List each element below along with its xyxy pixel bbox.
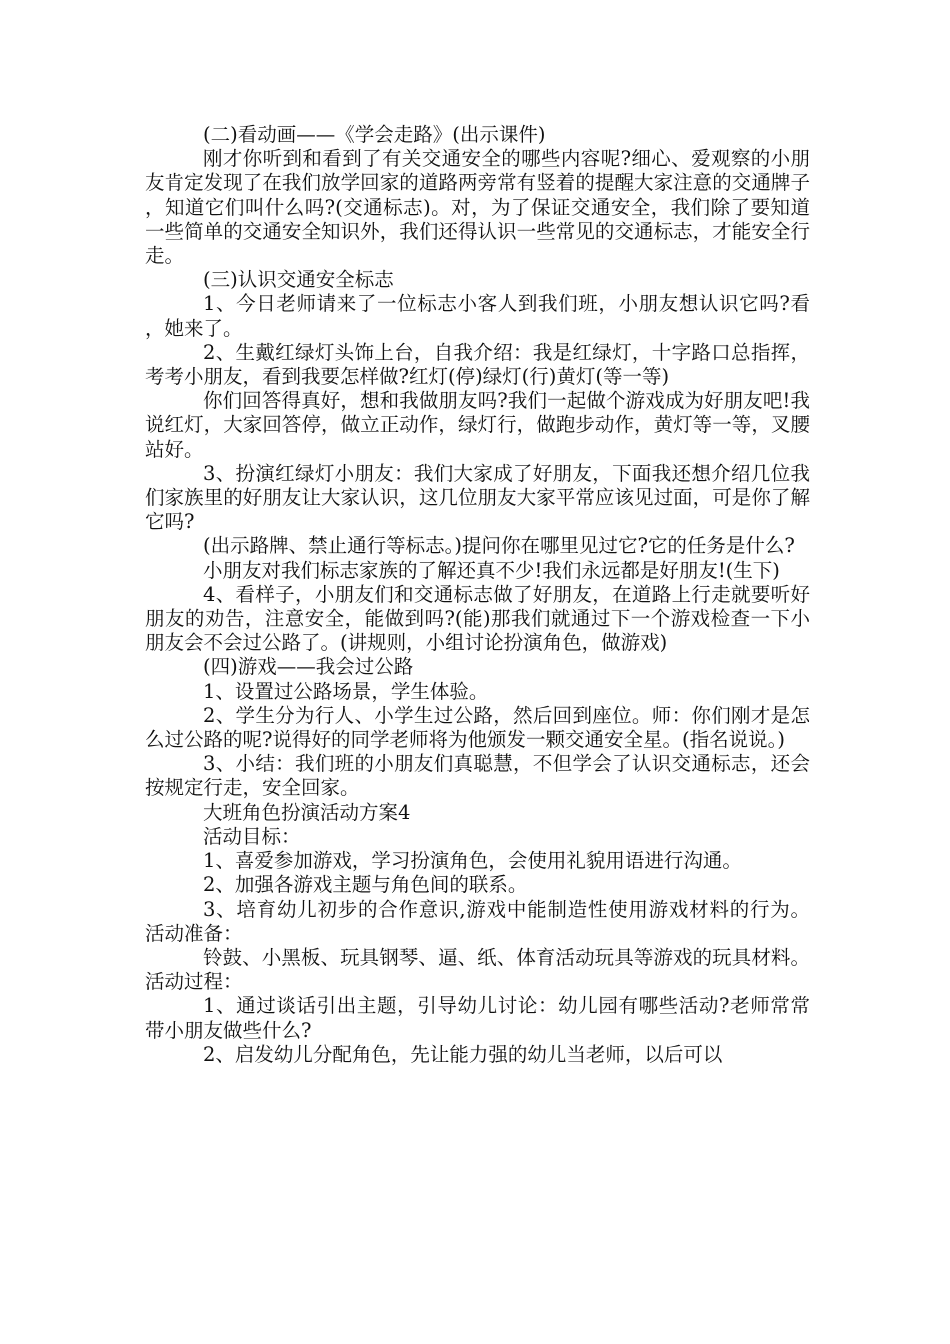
paragraph: 2、学生分为行人、小学生过公路，然后回到座位。师：你们刚才是怎么过公路的呢?说得好的同学老师将为他颁发一颗交通安全星。(指名说说。) (145, 703, 810, 752)
paragraph: 你们回答得真好，想和我做朋友吗?我们一起做个游戏成为好朋友吧!我说红灯，大家回答停，做立正动作，绿灯行，做跑步动作，黄灯等一等，叉腰站好。 (145, 389, 810, 461)
paragraph: 3、小结：我们班的小朋友们真聪慧，不但学会了认识交通标志，还会按规定行走，安全回家。 (145, 752, 810, 800)
paragraph: 1、设置过公路场景，学生体验。 (203, 679, 489, 703)
paragraph: 1、通过谈话引出主题，引导幼儿讨论：幼儿园有哪些活动?老师常常带小朋友做些什么? (145, 994, 810, 1042)
paragraph: (出示路牌、禁止通行等标志。)提问你在哪里见过它?它的任务是什么? (203, 534, 795, 558)
paragraph: 4、看样子，小朋友们和交通标志做了好朋友，在道路上行走就要听好朋友的劝告，注意安全，能做到吗?(能)那我们就通过下一个游戏检查一下小朋友会不会过公路了。(讲规则，小组讨论扮演角色，做游戏) (145, 582, 810, 655)
paragraph: 刚才你听到和看到了有关交通安全的哪些内容呢?细心、爱观察的小朋友肯定发现了在我们放学回家的道路两旁常有竖着的提醒大家注意的交通牌子，知道它们叫什么吗?(交通标志)。对，为了保证交通安全，我们除了要知道一些简单的交通安全知识外，我们还得认识一些常见的交通标志，才能安全行走。 (145, 147, 810, 268)
section-heading: (四)游戏——我会过公路 (203, 655, 414, 679)
paragraph: 2、启发幼儿分配角色，先让能力强的幼儿当老师，以后可以 (203, 1042, 723, 1066)
paragraph: 活动目标： (203, 824, 301, 848)
paragraph: 1、今日老师请来了一位标志小客人到我们班，小朋友想认识它吗?看，她来了。 (145, 292, 810, 340)
paragraph: 小朋友对我们标志家族的了解还真不少!我们永远都是好朋友!(生下) (203, 558, 780, 582)
section-heading: (三)认识交通安全标志 (203, 268, 394, 292)
document-page (145, 123, 810, 1067)
paragraph: 2、生戴红绿灯头饰上台，自我介绍：我是红绿灯，十字路口总指挥，考考小朋友，看到我要怎样做?红灯(停)绿灯(行)黄灯(等一等) (145, 340, 810, 389)
paragraph: 1、喜爱参加游戏，学习扮演角色，会使用礼貌用语进行沟通。 (203, 849, 742, 873)
section-title: 大班角色扮演活动方案4 (203, 800, 411, 824)
paragraph: (二)看动画——《学会走路》(出示课件) (203, 123, 546, 146)
paragraph: 3、扮演红绿灯小朋友：我们大家成了好朋友，下面我还想介绍几位我们家族里的好朋友让大家认识，这几位朋友大家平常应该见过面，可是你了解它吗? (145, 461, 810, 534)
paragraph: 3、培育幼儿初步的合作意识,游戏中能制造性使用游戏材料的行为。 活动准备： (145, 897, 810, 945)
paragraph: 铃鼓、小黑板、玩具钢琴、逼、纸、体育活动玩具等游戏的玩具材料。 活动过程： (145, 945, 810, 994)
paragraph: 2、加强各游戏主题与角色间的联系。 (203, 873, 528, 897)
